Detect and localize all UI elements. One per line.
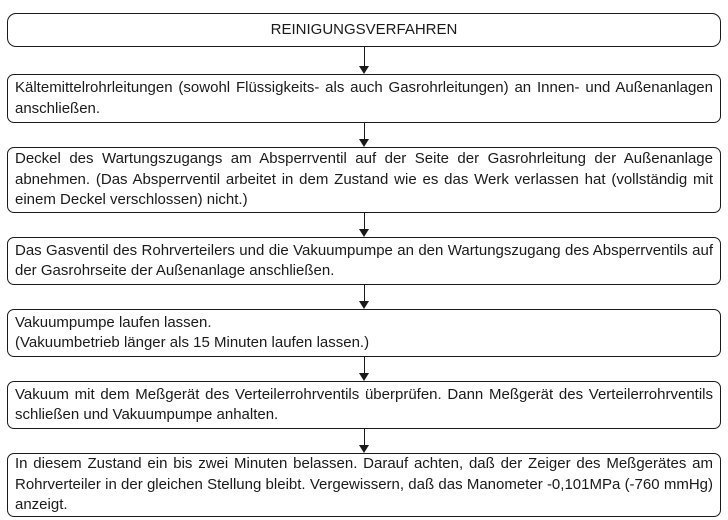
step-5-box: [7, 381, 721, 429]
step-1-text: Kältemittelrohrleitungen (sowohl Flüssigkeits- als auch Gasrohrleitungen) an Innen- und Außenanlagen anschließen.: [15, 79, 713, 117]
step-4-text: Vakuumpumpe laufen lassen.: [15, 313, 212, 331]
step-4-content: [15, 313, 713, 354]
flowchart-title-box: [7, 13, 721, 47]
step-4-note: (Vakuumbetrieb länger als 15 Minuten laufen lassen.): [15, 334, 370, 351]
step-6-text: In diesem Zustand ein bis zwei Minuten belassen. Darauf achten, daß der Zeiger des Meßgerätes am Rohrverteiler in der gleichen Stellung bleibt. Vergewissern, daß das Manometer -0,101MPa (-760 mmHg) anzeigt.: [15, 455, 713, 514]
step-3-text: Das Gasventil des Rohrverteilers und die Vakuumpumpe an den Wartungszugang des Absperrventils auf der Gasrohrseite der Außenanlage anschließen.: [15, 241, 713, 279]
step-5-text: Vakuum mit dem Meßgerät des Verteilerrohrventils überprüfen. Dann Meßgerät des Verteilerrohrventils schließen und Vakuumpumpe anhalten.: [15, 385, 713, 423]
step-6-box: [7, 453, 721, 517]
step-4-box: [7, 309, 721, 357]
step-3-box: [7, 237, 721, 285]
flowchart-title: REINIGUNGSVERFAHREN: [270, 20, 458, 38]
step-1-box: [7, 74, 721, 123]
step-2-box: [7, 147, 721, 213]
step-2-text: Deckel des Wartungszugangs am Absperrventil auf der Seite der Gasrohrleitung der Außenanlage abnehmen. (Das Absperrventil arbeitet in dem Zustand wie es das Werk verlassen hat (vollständig mit einem Deckel verschlossen) nicht.): [15, 150, 713, 209]
